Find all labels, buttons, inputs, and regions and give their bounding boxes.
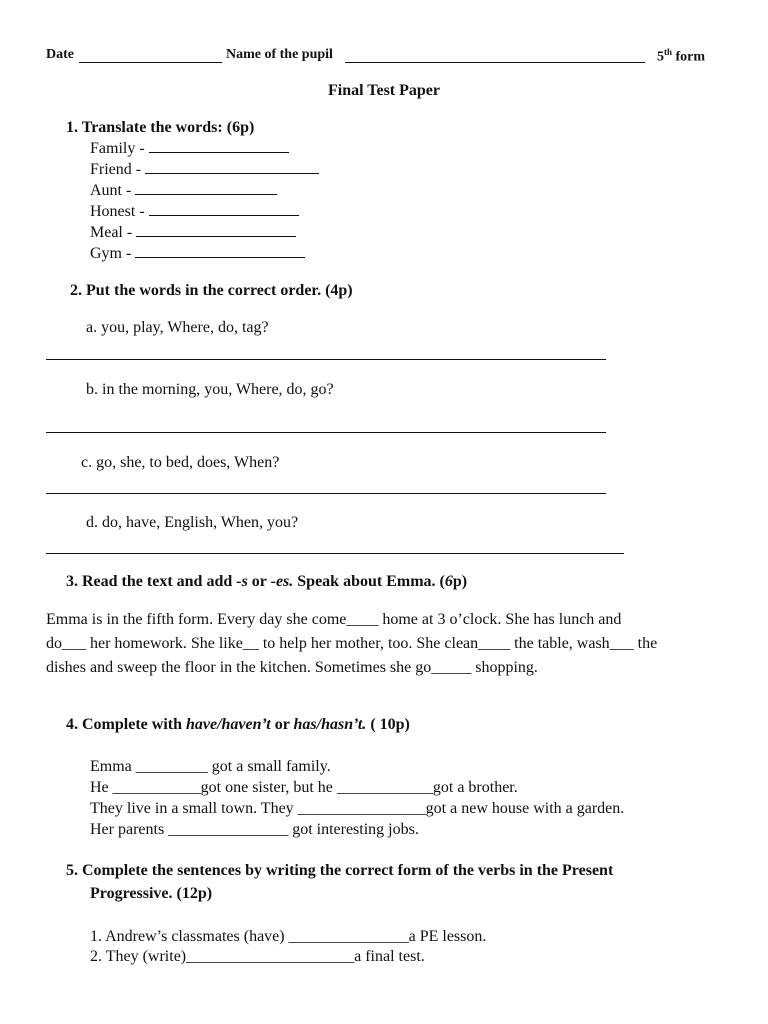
page-title: Final Test Paper xyxy=(327,82,440,99)
form-ordinal: th xyxy=(664,47,673,57)
q2-heading: 2. Put the words in the correct order. (4p) xyxy=(70,282,353,299)
q2-item-a: a. you, play, Where, do, tag? xyxy=(86,319,269,336)
q2-answer-line-b[interactable] xyxy=(46,432,606,433)
date-blank[interactable] xyxy=(79,62,222,63)
q5-heading-line1: 5. Complete the sentences by writing the correct form of the verbs in the Present xyxy=(66,862,614,879)
q4-line: Her parents _______________ got interesting jobs. xyxy=(90,821,419,838)
q1-word-gym: Gym - xyxy=(90,245,305,263)
form-number: 5 xyxy=(657,49,664,65)
q1-word-meal: Meal - xyxy=(90,224,296,242)
q1-word-aunt: Aunt - xyxy=(90,182,277,200)
q1-heading: 1. Translate the words: (6p) xyxy=(66,119,255,136)
pupil-name-blank[interactable] xyxy=(345,62,645,63)
q2-answer-line-c[interactable] xyxy=(46,493,606,494)
answer-blank[interactable] xyxy=(136,224,296,237)
answer-blank[interactable] xyxy=(149,140,289,153)
q3-text xyxy=(46,608,722,680)
form-label xyxy=(657,47,705,66)
q2-answer-line-d[interactable] xyxy=(46,553,624,554)
q4-heading: 4. Complete with have/haven’t or has/hasn’t. ( 10p) xyxy=(66,716,410,733)
q2-item-b: b. in the morning, you, Where, do, go? xyxy=(86,381,334,398)
q1-word-family: Family - xyxy=(90,140,289,158)
answer-blank[interactable] xyxy=(149,203,299,216)
date-label: Date xyxy=(46,47,74,62)
answer-blank[interactable] xyxy=(135,182,277,195)
q3-text-line: do___ her homework. She like__ to help her mother, too. She clean____ the table, wash___ the xyxy=(46,635,658,652)
q5-line: 1. Andrew’s classmates (have) _______________a PE lesson. xyxy=(90,928,487,945)
q5-heading-line2: Progressive. (12p) xyxy=(90,885,213,902)
q1-word-friend: Friend - xyxy=(90,161,319,179)
q1-word-honest: Honest - xyxy=(90,203,299,221)
q4-line: He ___________got one sister, but he ____________got a brother. xyxy=(90,779,518,796)
q3-text-line: dishes and sweep the floor in the kitchen. Sometimes she go_____ shopping. xyxy=(46,659,538,676)
q3-text-line: Emma is in the fifth form. Every day she come____ home at 3 o’clock. She has lunch and xyxy=(46,611,622,628)
q2-answer-line-a[interactable] xyxy=(46,359,606,360)
q2-item-d: d. do, have, English, When, you? xyxy=(86,514,299,531)
q4-line: They live in a small town. They ________________got a new house with a garden. xyxy=(90,800,625,817)
q4-line: Emma _________ got a small family. xyxy=(90,758,331,775)
answer-blank[interactable] xyxy=(135,245,305,258)
pupil-name-label: Name of the pupil xyxy=(226,47,333,62)
q5-line: 2. They (write)_____________________a final test. xyxy=(90,948,425,965)
q3-heading: 3. Read the text and add -s or -es. Speak about Emma. (6p) xyxy=(66,573,468,590)
answer-blank[interactable] xyxy=(145,161,319,174)
form-word: form xyxy=(675,49,706,65)
q2-item-c: c. go, she, to bed, does, When? xyxy=(81,454,280,471)
